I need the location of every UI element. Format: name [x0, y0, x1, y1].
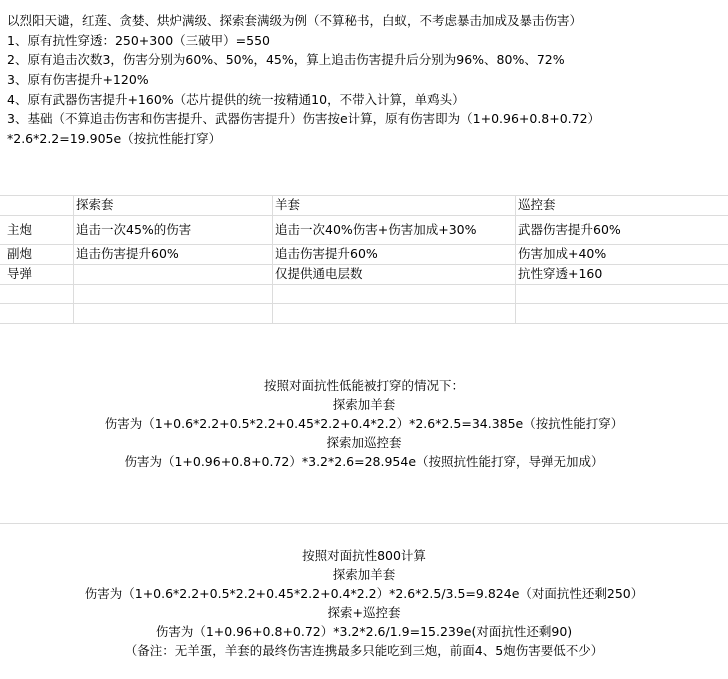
section-heading: 按照对面抗性低能被打穿的情况下：: [263, 378, 464, 393]
section-subheading: 探索+巡控套: [327, 605, 401, 620]
grid-line: [0, 523, 728, 524]
intro-line: 以烈阳天谴，红莲、贪婪、烘炉满级、探索套满级为例（不算秘书，白蚁，不考虑暴击加成及暴击伤害）: [7, 13, 583, 28]
grid-line: [0, 215, 728, 216]
table-cell: [73, 264, 76, 284]
grid-line: [0, 284, 728, 285]
note-line: （备注：无羊蛋，羊套的最终伤害连携最多只能吃到三炮，前面4、5炮伤害要低不少）: [124, 643, 604, 658]
section-subheading: 探索加羊套: [332, 397, 396, 412]
intro-line: *2.6*2.2=19.905e（按抗性能打穿）: [7, 131, 222, 146]
section-subheading: 探索加羊套: [332, 567, 396, 582]
grid-line: [0, 264, 728, 265]
table-row-label: 导弹: [7, 266, 33, 281]
grid-line: [0, 323, 728, 324]
table-header-cell: 巡控套: [518, 197, 556, 212]
table-row-label: 副炮: [7, 246, 33, 261]
formula-line: 伤害为（1+0.6*2.2+0.5*2.2+0.45*2.2+0.4*2.2）*2.6*2.5/3.5=9.824e（对面抗性还剩250）: [84, 586, 644, 601]
table-cell: 追击伤害提升60%: [76, 246, 179, 261]
section-subheading: 探索加巡控套: [326, 435, 402, 450]
intro-line: 3、原有伤害提升+120%: [7, 72, 149, 87]
grid-line: [0, 303, 728, 304]
intro-line: 2、原有追击次数3，伤害分别为60%、50%，45%，算上追击伤害提升后分别为96%、80%、72%: [7, 52, 565, 67]
formula-line: 伤害为（1+0.96+0.8+0.72）*3.2*2.6/1.9=15.239e(对面抗性还剩90): [155, 624, 573, 639]
table-cell: 追击伤害提升60%: [275, 246, 378, 261]
table-cell: 追击一次40%伤害+伤害加成+30%: [275, 222, 477, 237]
table-cell: 仅提供通电层数: [275, 266, 363, 281]
intro-line: 4、原有武器伤害提升+160%（芯片提供的统一按精通10，不带入计算，单鸡头）: [7, 92, 465, 107]
table-header-cell: 羊套: [275, 197, 301, 212]
calc-section-low-resistance: [0, 376, 728, 471]
formula-line: 伤害为（1+0.96+0.8+0.72）*3.2*2.6=28.954e（按照抗性能打穿，导弹无加成）: [124, 454, 604, 469]
intro-line: 1、原有抗性穿透：250+300（三破甲）=550: [7, 33, 270, 48]
table-cell: 伤害加成+40%: [518, 246, 607, 261]
section-heading: 按照对面抗性800计算: [302, 548, 426, 563]
table-cell: 追击一次45%的伤害: [76, 222, 192, 237]
table-row-label: 主炮: [7, 222, 33, 237]
table-header-cell: 探索套: [76, 197, 114, 212]
intro-line: 3、基础（不算追击伤害和伤害提升、武器伤害提升）伤害按e计算，原有伤害即为（1+0.96+0.8+0.72）: [7, 111, 601, 126]
table-cell: 抗性穿透+160: [518, 266, 603, 281]
formula-line: 伤害为（1+0.6*2.2+0.5*2.2+0.45*2.2+0.4*2.2）*2.6*2.5=34.385e（按抗性能打穿）: [104, 416, 624, 431]
table-cell: 武器伤害提升60%: [518, 222, 621, 237]
calc-section-resistance-800: [0, 546, 728, 660]
